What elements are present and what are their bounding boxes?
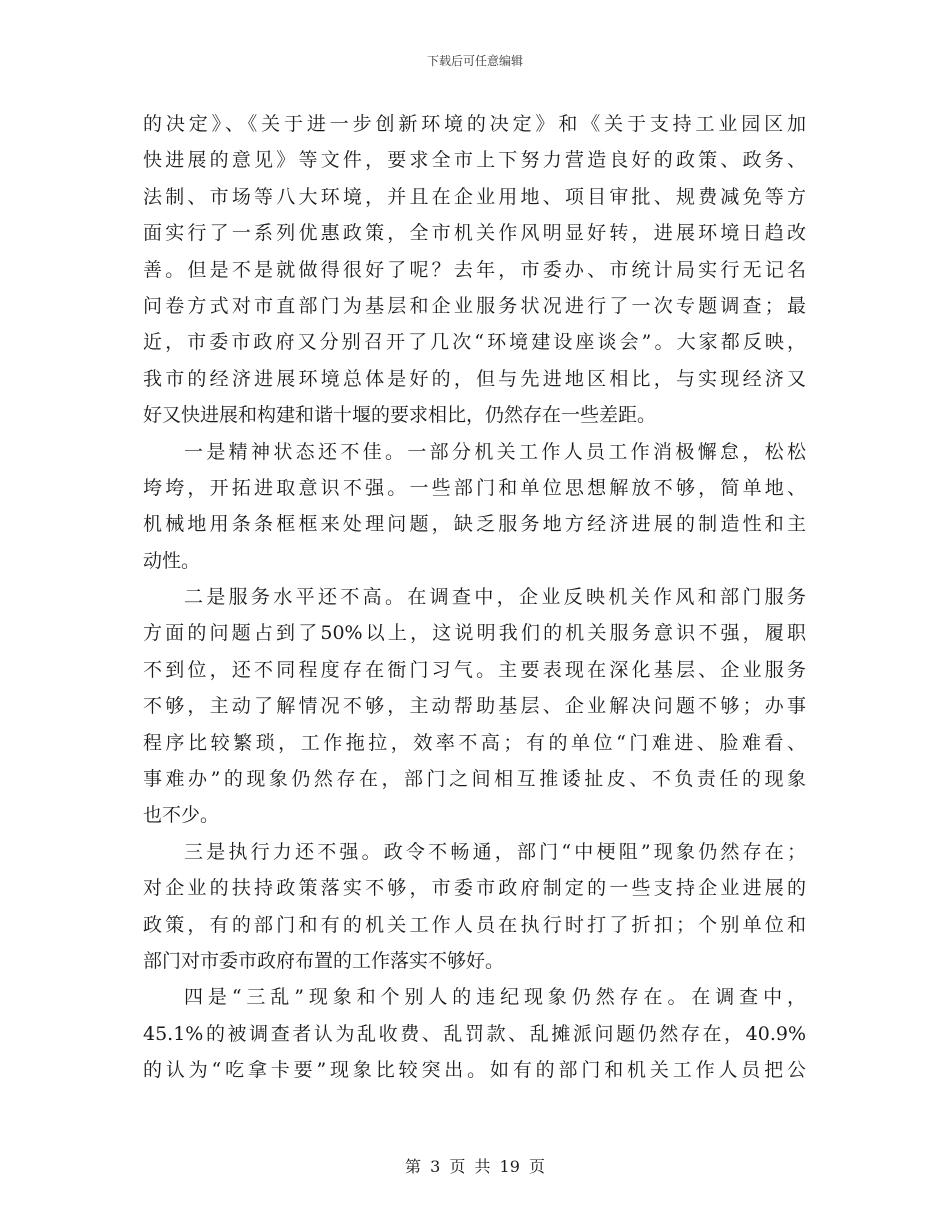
body-line: 快进展的意见》等文件，要求全市上下努力营造良好的政策、政务、 [143,149,806,172]
body-line: 政策，有的部门和有的机关工作人员在执行时打了折扣；个别单位和 [143,913,806,936]
body-line: 的决定》、《关于进一步创新环境的决定》和《关于支持工业园区加 [143,113,806,135]
body-line: 部门对市委市政府布置的工作落实不够好。 [143,949,505,972]
body-line: 面实行了一系列优惠政策，全市机关作风明显好转，进展环境日趋改 [143,222,806,245]
body-line: 也不少。 [143,804,220,827]
body-line: 不到位，还不同程度存在衙门习气。主要表现在深化基层、企业服务 [143,658,806,681]
body-line: 事难办”的现象仍然存在，部门之间相互推诿扯皮、不负责任的现象 [143,768,806,791]
body-line: 问卷方式对市直部门为基层和企业服务状况进行了一次专题调查；最 [143,294,806,317]
document-body [143,106,806,1089]
body-line: 善。但是不是就做得很好了呢？去年，市委办、市统计局实行无记名 [143,258,806,281]
body-line: 动性。 [143,549,201,572]
body-line: 近，市委市政府又分别召开了几次“环境建设座谈会”。大家都反映， [143,331,806,354]
paragraph-first-line: 二是服务水平还不高。在调查中，企业反映机关作风和部门服务 [184,586,806,609]
body-line: 机械地用条条框框来处理问题，缺乏服务地方经济进展的制造性和主 [143,513,806,536]
paragraph-first-line: 四是“三乱”现象和个别人的违纪现象仍然存在。在调查中， [184,986,806,1009]
body-line: 不够，主动了解情况不够，主动帮助基层、企业解决问题不够；办事 [143,695,806,718]
body-line: 我市的经济进展环境总体是好的，但与先进地区相比，与实现经济又 [143,367,806,390]
page-header: 下载后可任意编辑 [426,54,523,68]
body-line: 好又快进展和构建和谐十堰的要求相比，仍然存在一些差距。 [143,404,657,427]
body-line: 程序比较繁琐，工作拖拉，效率不高；有的单位“门难进、脸难看、 [143,731,806,754]
page-footer: 第 3 页 共 19 页 [405,1157,545,1176]
body-line: 方面的问题占到了50%以上，这说明我们的机关服务意识不强，履职 [143,622,806,645]
body-line: 45.1%的被调查者认为乱收费、乱罚款、乱摊派问题仍然存在，40.9% [143,1022,806,1045]
paragraph-first-line: 三是执行力还不强。政令不畅通，部门“中梗阻”现象仍然存在； [184,840,806,863]
body-line: 法制、市场等八大环境，并且在企业用地、项目审批、规费减免等方 [143,185,806,208]
body-line: 的认为“吃拿卡要”现象比较突出。如有的部门和机关工作人员把公 [143,1059,806,1082]
paragraph-first-line: 一是精神状态还不佳。一部分机关工作人员工作消极懈怠，松松 [184,440,806,463]
body-line: 对企业的扶持政策落实不够，市委市政府制定的一些支持企业进展的 [143,877,806,900]
body-line: 垮垮，开拓进取意识不强。一些部门和单位思想解放不够，简单地、 [143,476,806,499]
